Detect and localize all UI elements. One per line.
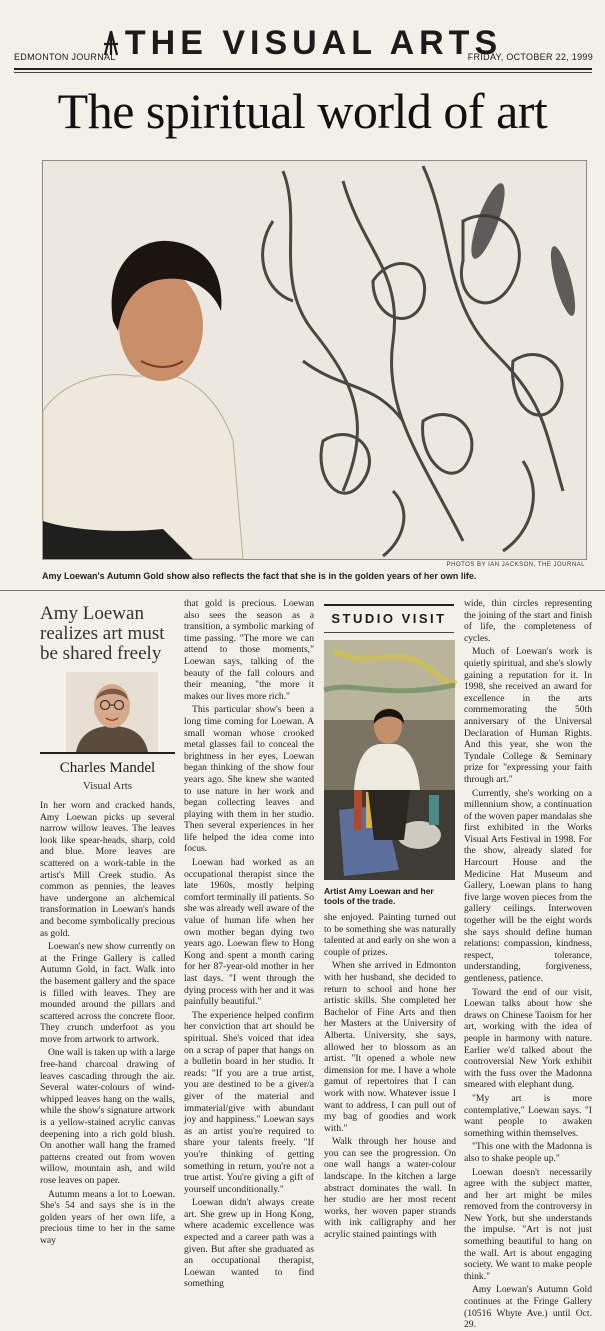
masthead-rule xyxy=(14,68,592,70)
paragraph: Walk through her house and you can see the progression. On one wall hangs a water-colour landscape. In the kitchen a large abstract dominates the wall. In her studio are her most recent works, her woven paper strands with ink calligraphy and her acrylic stained paintings with xyxy=(324,1136,456,1241)
paragraph: Much of Loewan's work is quietly spiritual, and she's slowly gaining a reputation for it. In 1998, she received an award for excellence in the arts commemorating the 50th anniversary of the Universal Declaration of Human Rights. And this year, she won the Tyndale College & Seminary prize for "expressing your faith through art." xyxy=(464,646,592,785)
paragraph: Autumn means a lot to Loewan. She's 54 and says she is in the golden years of her own life, a precious time to her in the same way xyxy=(40,1188,175,1246)
byline-rule xyxy=(40,752,175,754)
paragraph: Amy Loewan's Autumn Gold continues at the Fringe Gallery (10516 Whyte Ave.) until Oct. 29. xyxy=(464,1284,592,1331)
paragraph: Currently, she's working on a millennium show, a continuation of the woven paper mandalas she first exhibited in the Works Visual Arts Festival in 1998. For the show, already slated for Harcourt House and the Medicine Hat Museum and Gallery, Loewan plans to hang five large woven pieces from the gallery ceilings. Interwoven together will be the eight words she says should define human relations: compassion, kindness, respect, tolerance, understanding, forgiveness, gentleness, patience. xyxy=(464,787,592,984)
article-column-1 xyxy=(40,800,175,1246)
article-column-4 xyxy=(464,598,592,1331)
charcoal-leaves-artwork xyxy=(43,161,586,559)
paragraph: Loewan had worked as an occupational therapist since the late 1960s, mostly helping comfort terminally ill patients. So she was already well aware of the value of human life when her own mother began dying two years ago. Loewan flew to Hong Kong and spent a month caring for her 87-year-old mother in her last days. "I went through the dying process with her and it was painfully beautiful." xyxy=(184,857,314,1008)
author-role: Visual Arts xyxy=(82,780,133,792)
paragraph: In her worn and cracked hands, Amy Loewan picks up several narrow willow leaves. The leaves look like spear-heads, sharp, cold and blue. More leaves are scattered on a work-table in the artist's Mill Creek studio. As common as pennies, the leaves have undergone an alchemical transformation in Loewan's hands and become symbolically precious as gold. xyxy=(40,800,175,939)
paragraph: Loewan didn't always create art. She grew up in Hong Kong, where academic excellence was expected and a career path was a given. But after she graduated as an occupational therapist, Loewan wanted to find something xyxy=(184,1197,314,1290)
paragraph: wide, thin circles representing the joining of the start and finish of life, the completeness of cycles. xyxy=(464,598,592,644)
newspaper-name: EDMONTON JOURNAL xyxy=(14,52,116,62)
studio-photo xyxy=(324,640,455,880)
paragraph: Loewan doesn't necessarily agree with the subject matter, and her art might be miles removed from the controversy in New York, but she understands the impulse. "Art is not just something beautiful to hang on the wall. Art is about engaging society. We want to make people think." xyxy=(464,1166,592,1282)
paragraph: that gold is precious. Loewan also sees the season as a transition, a symbolic marking of time passing. "The more we can attend to those moments," Loewan says, talking of the beauty of the fall colours and their meaning, "the more it makes our lives more rich." xyxy=(184,598,314,702)
section-title-text: THE VISUAL ARTS xyxy=(124,24,503,62)
section-divider xyxy=(0,590,605,591)
headline: The spiritual world of art xyxy=(57,83,548,139)
author-headshot xyxy=(66,672,158,753)
paragraph: The experience helped confirm her conviction that art should be spiritual. She's voiced that idea on a scrap of paper that hangs on a bulletin board in her studio. It reads: "If you are a true artist, you are destined to be a giver/a giver of the material and immaterial/give with abundant joy and happiness." Loewan says as an artist you're required to share your talents freely. "If you're thinking of getting something in return, you're not a true artist. You're giving a gift of yourself unconditionally." xyxy=(184,1009,314,1195)
author-name: Charles Mandel xyxy=(59,760,156,776)
paragraph: Toward the end of our visit, Loewan talks about how she draws on Chinese Taoism for her art, working with the idea of people in harmony with nature. Earlier we'd talked about the controversial New York exhibit with the fuss over the Madonna smeared with elephant dung. xyxy=(464,986,592,1091)
paragraph: This particular show's been a long time coming for Loewan. A small woman whose crooked metal glasses fail to conceal the brightness in her eyes, Loewan began thinking of the show four years ago. She knew she wanted to use nature in her work and began collecting leaves and playing with them in her studio. Then several experiences in her life helped the idea come into focus. xyxy=(184,704,314,855)
main-photo xyxy=(42,160,587,560)
paragraph: Loewan's new show currently on at the Fringe Gallery is called Autumn Gold, in fact. Walk into the basement gallery and the space is filled with leaves. They are mounded around the pillars and scattered across the concrete floor. They crunch underfoot as you move from artwork to artwork. xyxy=(40,941,175,1045)
photo-caption: Amy Loewan's Autumn Gold show also reflects the fact that she is in the golden years of her own life. xyxy=(42,571,477,581)
article-column-3 xyxy=(324,912,456,1241)
studio-visit-tag: STUDIO VISIT xyxy=(324,604,454,633)
paragraph: One wall is taken up with a large free-hand charcoal drawing of leaves cascading through the air. Several water-colours of wind-whipped leaves hang on the walls, while the show's signature artwork is a yellow-stained acrylic canvas deepening into a rich gold blush. On another wall hang the framed patterns created out from woven willow, mountain ash, and wild rose leaves on paper. xyxy=(40,1047,175,1186)
paragraph: "My art is more contemplative," Loewan says. "I want people to awaken something within themselves. xyxy=(464,1092,592,1139)
paragraph: she enjoyed. Painting turned out to be something she was naturally talented at and early on she won a couple of prizes. xyxy=(324,912,456,958)
publication-date: FRIDAY, OCTOBER 22, 1999 xyxy=(467,52,593,62)
masthead-rule-thin xyxy=(14,72,592,73)
easel-icon xyxy=(103,26,119,65)
deck-headline: Amy Loewan realizes art must be shared freely xyxy=(40,603,165,664)
studio-photo-caption: Artist Amy Loewan and her tools of the trade. xyxy=(324,886,434,906)
article-column-2 xyxy=(184,598,314,1290)
paragraph: "This one with the Madonna is also to shake people up." xyxy=(464,1141,592,1164)
photo-credit: PHOTOS BY IAN JACKSON, THE JOURNAL xyxy=(446,562,585,568)
paragraph: When she arrived in Edmonton with her husband, she decided to return to school and hone her artistic skills. She completed her Bachelor of Fine Arts and then her Masters at the University of Alberta. University, she says, allowed her to blossom as an artist. "It opened a whole new dimension for me. I have a whole gamut of repertoires that I can work with now. Whatever issue I want to address, I can pull out of my bag of goodies and work with." xyxy=(324,960,456,1134)
